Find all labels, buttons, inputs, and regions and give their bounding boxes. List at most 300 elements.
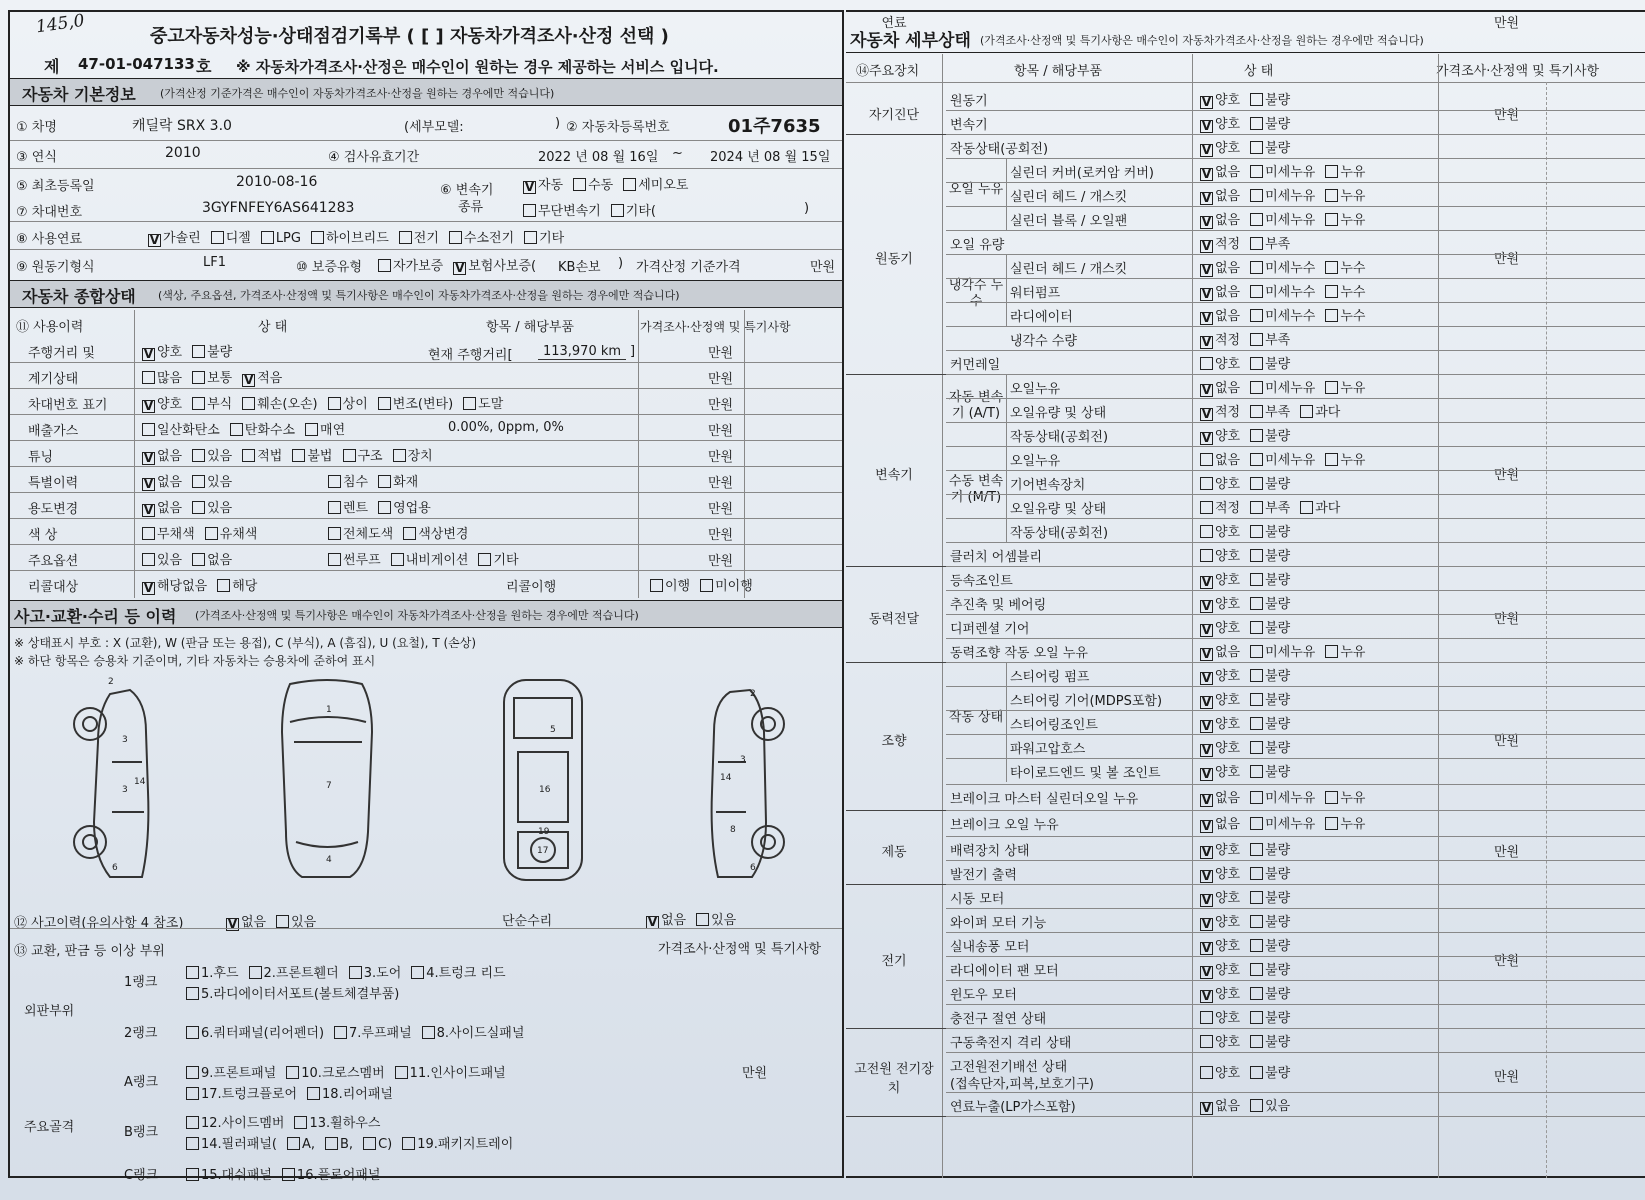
checkbox[interactable]: [623, 178, 636, 191]
checkbox[interactable]: [395, 1066, 408, 1079]
checkbox[interactable]: [211, 231, 224, 244]
checkbox[interactable]: [1250, 429, 1263, 442]
checkbox[interactable]: [696, 913, 709, 926]
checkbox-option[interactable]: [328, 549, 381, 568]
checkbox[interactable]: [650, 579, 663, 592]
checkbox-option[interactable]: [1200, 839, 1240, 859]
checkbox[interactable]: [378, 397, 391, 410]
checkbox[interactable]: [287, 1137, 300, 1150]
checkbox-option[interactable]: [453, 255, 536, 275]
checkbox[interactable]: [1250, 765, 1263, 778]
checkbox-option[interactable]: [1200, 1031, 1240, 1050]
checkbox-option[interactable]: [249, 962, 339, 981]
checkbox-option[interactable]: [1250, 593, 1290, 612]
checkbox-option[interactable]: [1200, 497, 1240, 516]
checkbox-option[interactable]: [411, 962, 505, 981]
checkbox-option[interactable]: [1250, 1095, 1290, 1114]
checkbox[interactable]: [1250, 669, 1263, 682]
checkbox-option[interactable]: [463, 393, 503, 412]
checkbox[interactable]: [1250, 453, 1263, 466]
checkbox-option[interactable]: [1200, 887, 1240, 907]
checkbox-option[interactable]: [1200, 737, 1240, 757]
checkbox-option[interactable]: [1200, 233, 1240, 253]
checkbox[interactable]: V: [524, 180, 535, 194]
checkbox[interactable]: V: [143, 451, 154, 465]
checkbox[interactable]: [282, 1168, 295, 1181]
checkbox[interactable]: V: [1201, 719, 1212, 733]
checkbox-option[interactable]: [192, 445, 232, 464]
checkbox-option[interactable]: [395, 1062, 506, 1081]
checkbox-option[interactable]: [1250, 1062, 1290, 1081]
checkbox-option[interactable]: [1250, 353, 1290, 372]
checkbox-option[interactable]: [294, 1112, 380, 1131]
checkbox[interactable]: [1250, 645, 1263, 658]
checkbox[interactable]: [192, 371, 205, 384]
checkbox[interactable]: V: [1201, 167, 1212, 181]
checkbox[interactable]: V: [143, 503, 154, 517]
checkbox-option[interactable]: [1250, 113, 1290, 132]
checkbox[interactable]: [1200, 525, 1213, 538]
checkbox-option[interactable]: [142, 341, 182, 361]
checkbox-option[interactable]: [192, 497, 232, 516]
checkbox[interactable]: [1250, 891, 1263, 904]
checkbox[interactable]: [328, 553, 341, 566]
checkbox-option[interactable]: [186, 1133, 277, 1152]
checkbox[interactable]: V: [1201, 671, 1212, 685]
checkbox-option[interactable]: [1250, 569, 1290, 588]
checkbox-option[interactable]: [1250, 665, 1290, 684]
checkbox-option[interactable]: [1200, 983, 1240, 1003]
checkbox-option[interactable]: [192, 341, 232, 360]
checkbox[interactable]: [311, 231, 324, 244]
checkbox-option[interactable]: [328, 393, 368, 412]
checkbox[interactable]: [1250, 817, 1263, 830]
checkbox[interactable]: [1325, 381, 1338, 394]
checkbox-option[interactable]: [343, 445, 383, 464]
checkbox[interactable]: [1250, 1011, 1263, 1024]
checkbox[interactable]: [343, 449, 356, 462]
checkbox[interactable]: [328, 475, 341, 488]
checkbox[interactable]: [391, 553, 404, 566]
checkbox-option[interactable]: [1250, 737, 1290, 756]
checkbox[interactable]: V: [1201, 383, 1212, 397]
checkbox[interactable]: V: [1201, 95, 1212, 109]
checkbox[interactable]: V: [1201, 695, 1212, 709]
checkbox[interactable]: [192, 397, 205, 410]
checkbox[interactable]: [1250, 621, 1263, 634]
checkbox[interactable]: V: [1201, 647, 1212, 661]
checkbox[interactable]: V: [1201, 335, 1212, 349]
checkbox-option[interactable]: [1250, 233, 1290, 252]
checkbox-option[interactable]: [1325, 377, 1365, 396]
checkbox[interactable]: [242, 449, 255, 462]
checkbox-option[interactable]: [305, 419, 345, 438]
checkbox-option[interactable]: [523, 200, 601, 219]
checkbox[interactable]: V: [455, 261, 465, 275]
checkbox[interactable]: [1325, 817, 1338, 830]
checkbox[interactable]: V: [1201, 917, 1212, 931]
checkbox-option[interactable]: [328, 523, 393, 542]
checkbox[interactable]: [1300, 405, 1313, 418]
checkbox-option[interactable]: [1250, 425, 1290, 444]
checkbox[interactable]: [1200, 1035, 1213, 1048]
checkbox-option[interactable]: [148, 227, 201, 247]
checkbox-option[interactable]: [142, 497, 182, 517]
checkbox[interactable]: [334, 1026, 347, 1039]
checkbox-option[interactable]: [1200, 185, 1240, 205]
checkbox-option[interactable]: [1250, 257, 1315, 276]
checkbox[interactable]: [276, 915, 289, 928]
checkbox[interactable]: V: [1201, 941, 1212, 955]
checkbox[interactable]: [142, 371, 155, 384]
checkbox[interactable]: [1250, 357, 1263, 370]
checkbox[interactable]: V: [1201, 407, 1212, 421]
checkbox-option[interactable]: [1200, 665, 1240, 685]
checkbox[interactable]: [186, 1066, 199, 1079]
checkbox[interactable]: [1250, 189, 1263, 202]
checkbox-option[interactable]: [1250, 473, 1290, 492]
checkbox-option[interactable]: [1250, 545, 1290, 564]
checkbox-option[interactable]: [1250, 305, 1315, 324]
checkbox-option[interactable]: [1325, 161, 1365, 180]
checkbox-option[interactable]: [449, 227, 514, 246]
checkbox[interactable]: [205, 527, 218, 540]
checkbox[interactable]: [1250, 987, 1263, 1000]
checkbox-option[interactable]: [1250, 497, 1290, 516]
checkbox-option[interactable]: [1250, 641, 1315, 660]
checkbox-option[interactable]: [1325, 257, 1365, 276]
checkbox-option[interactable]: [623, 174, 688, 193]
checkbox-option[interactable]: [1325, 281, 1365, 300]
checkbox[interactable]: [1250, 915, 1263, 928]
checkbox[interactable]: [1250, 309, 1263, 322]
checkbox[interactable]: V: [1201, 215, 1212, 229]
checkbox[interactable]: [1300, 501, 1313, 514]
checkbox-option[interactable]: [142, 549, 182, 568]
checkbox-option[interactable]: [1250, 1007, 1290, 1026]
checkbox-option[interactable]: [1200, 209, 1240, 229]
checkbox[interactable]: [230, 423, 243, 436]
checkbox[interactable]: V: [1201, 819, 1212, 833]
checkbox[interactable]: [403, 527, 416, 540]
checkbox[interactable]: [1250, 477, 1263, 490]
checkbox-option[interactable]: [1250, 761, 1290, 780]
checkbox[interactable]: [186, 1116, 199, 1129]
checkbox-option[interactable]: [186, 962, 239, 981]
checkbox-option[interactable]: [328, 471, 368, 490]
checkbox[interactable]: [1325, 285, 1338, 298]
checkbox[interactable]: V: [1201, 793, 1212, 807]
checkbox-option[interactable]: [1250, 401, 1290, 420]
checkbox[interactable]: [1325, 261, 1338, 274]
checkbox[interactable]: [1200, 501, 1213, 514]
checkbox-option[interactable]: [311, 227, 389, 246]
checkbox-option[interactable]: [186, 1083, 297, 1102]
checkbox[interactable]: [402, 1137, 415, 1150]
checkbox[interactable]: V: [143, 581, 154, 595]
checkbox[interactable]: [349, 966, 362, 979]
checkbox-option[interactable]: [478, 549, 518, 568]
checkbox-option[interactable]: [186, 983, 399, 1002]
checkbox[interactable]: [142, 527, 155, 540]
checkbox-option[interactable]: [399, 227, 439, 246]
checkbox[interactable]: V: [227, 917, 238, 931]
checkbox[interactable]: V: [1201, 599, 1212, 613]
checkbox[interactable]: [1250, 213, 1263, 226]
checkbox-option[interactable]: [393, 445, 433, 464]
checkbox-option[interactable]: [1250, 185, 1315, 204]
checkbox-option[interactable]: [391, 549, 469, 568]
checkbox[interactable]: [328, 501, 341, 514]
checkbox-option[interactable]: [1250, 713, 1290, 732]
checkbox[interactable]: V: [1201, 743, 1212, 757]
checkbox-option[interactable]: [1250, 1031, 1290, 1050]
checkbox[interactable]: V: [1201, 119, 1212, 133]
checkbox[interactable]: V: [1201, 869, 1212, 883]
checkbox-option[interactable]: [192, 367, 232, 386]
checkbox[interactable]: [1250, 285, 1263, 298]
checkbox-option[interactable]: [1200, 473, 1240, 492]
checkbox-option[interactable]: [1250, 449, 1315, 468]
checkbox[interactable]: [573, 178, 586, 191]
checkbox-option[interactable]: [1250, 689, 1290, 708]
checkbox[interactable]: V: [1201, 623, 1212, 637]
checkbox-option[interactable]: [1250, 935, 1290, 954]
checkbox[interactable]: [1325, 453, 1338, 466]
checkbox[interactable]: [142, 423, 155, 436]
checkbox-option[interactable]: [696, 909, 736, 928]
checkbox-option[interactable]: [282, 1164, 380, 1183]
checkbox[interactable]: [1200, 1066, 1213, 1079]
checkbox[interactable]: [422, 1026, 435, 1039]
checkbox-option[interactable]: [1250, 839, 1290, 858]
checkbox[interactable]: V: [1201, 965, 1212, 979]
checkbox[interactable]: [192, 501, 205, 514]
checkbox[interactable]: [1250, 141, 1263, 154]
checkbox-option[interactable]: [1200, 617, 1240, 637]
checkbox[interactable]: [186, 1137, 199, 1150]
checkbox-option[interactable]: [403, 523, 468, 542]
checkbox-option[interactable]: [334, 1022, 412, 1041]
checkbox[interactable]: V: [143, 347, 154, 361]
checkbox[interactable]: [249, 966, 262, 979]
checkbox[interactable]: [1200, 549, 1213, 562]
checkbox-option[interactable]: [1200, 569, 1240, 589]
checkbox-option[interactable]: [286, 1062, 384, 1081]
checkbox-option[interactable]: [1200, 1007, 1240, 1026]
checkbox[interactable]: [411, 966, 424, 979]
checkbox-option[interactable]: [523, 174, 563, 194]
checkbox-option[interactable]: [378, 497, 431, 516]
checkbox[interactable]: [292, 449, 305, 462]
checkbox-option[interactable]: [1250, 521, 1290, 540]
checkbox-option[interactable]: [573, 174, 613, 193]
checkbox-option[interactable]: [142, 367, 182, 386]
checkbox-option[interactable]: [186, 1022, 324, 1041]
checkbox[interactable]: [463, 397, 476, 410]
checkbox[interactable]: V: [244, 373, 254, 387]
checkbox-option[interactable]: [292, 445, 332, 464]
checkbox-option[interactable]: [1200, 593, 1240, 613]
checkbox-option[interactable]: [1200, 305, 1240, 325]
checkbox[interactable]: [192, 345, 205, 358]
checkbox-option[interactable]: [1200, 401, 1240, 421]
checkbox[interactable]: [523, 204, 536, 217]
checkbox[interactable]: [1250, 963, 1263, 976]
checkbox[interactable]: [192, 449, 205, 462]
checkbox-option[interactable]: [1250, 813, 1315, 832]
checkbox-option[interactable]: [186, 1164, 272, 1183]
checkbox[interactable]: [378, 475, 391, 488]
checkbox[interactable]: [1250, 501, 1263, 514]
checkbox[interactable]: [325, 1137, 338, 1150]
checkbox-option[interactable]: [646, 909, 686, 929]
checkbox-option[interactable]: [1325, 305, 1365, 324]
checkbox-option[interactable]: [1200, 89, 1240, 109]
checkbox[interactable]: [1250, 1099, 1263, 1112]
checkbox-option[interactable]: [1250, 89, 1290, 108]
checkbox-option[interactable]: [242, 445, 282, 464]
checkbox-option[interactable]: [378, 471, 418, 490]
checkbox[interactable]: [1200, 357, 1213, 370]
checkbox-option[interactable]: [1200, 521, 1240, 540]
checkbox-option[interactable]: [1200, 281, 1240, 301]
checkbox-option[interactable]: [378, 393, 453, 412]
checkbox[interactable]: [1250, 693, 1263, 706]
checkbox-option[interactable]: [142, 471, 182, 491]
checkbox[interactable]: [192, 553, 205, 566]
checkbox-option[interactable]: [378, 255, 443, 274]
checkbox-option[interactable]: [1300, 497, 1340, 516]
checkbox[interactable]: [186, 987, 199, 1000]
checkbox[interactable]: [1250, 597, 1263, 610]
checkbox-option[interactable]: [524, 227, 564, 246]
checkbox-option[interactable]: [142, 419, 220, 438]
checkbox[interactable]: V: [1201, 143, 1212, 157]
checkbox[interactable]: [1325, 645, 1338, 658]
checkbox-option[interactable]: [328, 497, 368, 516]
checkbox[interactable]: V: [149, 233, 160, 247]
checkbox[interactable]: [186, 1087, 199, 1100]
checkbox-option[interactable]: [205, 523, 258, 542]
checkbox-option[interactable]: [1200, 329, 1240, 349]
checkbox[interactable]: [261, 231, 274, 244]
checkbox-option[interactable]: [1325, 787, 1365, 806]
checkbox[interactable]: [305, 423, 318, 436]
checkbox[interactable]: [1200, 1011, 1213, 1024]
checkbox[interactable]: V: [1201, 845, 1212, 859]
checkbox-option[interactable]: [1250, 911, 1290, 930]
checkbox[interactable]: V: [1201, 1101, 1212, 1115]
checkbox-option[interactable]: [402, 1133, 513, 1152]
checkbox-option[interactable]: [1200, 545, 1240, 564]
checkbox[interactable]: [217, 579, 230, 592]
checkbox-option[interactable]: [1200, 689, 1240, 709]
checkbox[interactable]: [524, 231, 537, 244]
checkbox-option[interactable]: [363, 1137, 392, 1152]
checkbox[interactable]: [363, 1137, 376, 1150]
checkbox[interactable]: V: [143, 477, 154, 491]
checkbox[interactable]: [192, 475, 205, 488]
checkbox[interactable]: V: [143, 399, 154, 413]
checkbox-option[interactable]: [192, 393, 232, 412]
checkbox-option[interactable]: [1200, 113, 1240, 133]
checkbox[interactable]: [1250, 525, 1263, 538]
checkbox-option[interactable]: [1250, 617, 1290, 636]
checkbox-option[interactable]: [192, 549, 232, 568]
checkbox[interactable]: [1250, 333, 1263, 346]
checkbox-option[interactable]: [242, 367, 282, 387]
checkbox[interactable]: [1200, 477, 1213, 490]
checkbox[interactable]: [1325, 213, 1338, 226]
checkbox[interactable]: [1250, 867, 1263, 880]
checkbox-option[interactable]: [1250, 863, 1290, 882]
checkbox[interactable]: [286, 1066, 299, 1079]
checkbox[interactable]: [1250, 791, 1263, 804]
checkbox[interactable]: [242, 397, 255, 410]
checkbox-option[interactable]: [1250, 137, 1290, 156]
checkbox-option[interactable]: [261, 231, 301, 246]
checkbox-option[interactable]: [1200, 161, 1240, 181]
checkbox-option[interactable]: [142, 445, 182, 465]
checkbox[interactable]: [378, 501, 391, 514]
checkbox-option[interactable]: [1200, 863, 1240, 883]
checkbox-option[interactable]: [1250, 887, 1290, 906]
checkbox[interactable]: [1250, 237, 1263, 250]
checkbox[interactable]: [1250, 381, 1263, 394]
checkbox[interactable]: [1250, 573, 1263, 586]
checkbox[interactable]: [186, 1026, 199, 1039]
checkbox-option[interactable]: [1325, 813, 1365, 832]
checkbox[interactable]: [478, 553, 491, 566]
checkbox-option[interactable]: [1250, 787, 1315, 806]
checkbox[interactable]: [186, 966, 199, 979]
checkbox-option[interactable]: [1200, 425, 1240, 445]
checkbox[interactable]: [399, 231, 412, 244]
checkbox-option[interactable]: [1200, 761, 1240, 781]
checkbox[interactable]: [611, 204, 624, 217]
checkbox[interactable]: [1325, 165, 1338, 178]
checkbox-option[interactable]: [287, 1137, 315, 1152]
checkbox-option[interactable]: [242, 393, 317, 412]
checkbox-option[interactable]: [1250, 209, 1315, 228]
checkbox-option[interactable]: [1200, 353, 1240, 372]
checkbox-option[interactable]: [1200, 641, 1240, 661]
checkbox-option[interactable]: [1250, 983, 1290, 1002]
checkbox[interactable]: [393, 449, 406, 462]
checkbox-option[interactable]: [142, 393, 182, 413]
checkbox-option[interactable]: [217, 575, 257, 594]
checkbox-option[interactable]: [186, 1112, 284, 1131]
checkbox[interactable]: V: [1201, 263, 1212, 277]
checkbox-option[interactable]: [1250, 161, 1315, 180]
checkbox-option[interactable]: [307, 1083, 393, 1102]
checkbox-option[interactable]: [1200, 713, 1240, 733]
checkbox[interactable]: [378, 259, 391, 272]
checkbox[interactable]: V: [1201, 311, 1212, 325]
checkbox[interactable]: V: [1201, 191, 1212, 205]
checkbox-option[interactable]: [1200, 787, 1240, 807]
checkbox[interactable]: V: [1201, 239, 1212, 253]
checkbox[interactable]: V: [1201, 989, 1212, 1003]
checkbox[interactable]: V: [1201, 287, 1212, 301]
checkbox-option[interactable]: [1200, 959, 1240, 979]
checkbox-option[interactable]: [1300, 401, 1340, 420]
checkbox[interactable]: [328, 527, 341, 540]
checkbox-option[interactable]: [349, 962, 402, 981]
checkbox-option[interactable]: [325, 1137, 353, 1152]
checkbox[interactable]: V: [1201, 893, 1212, 907]
